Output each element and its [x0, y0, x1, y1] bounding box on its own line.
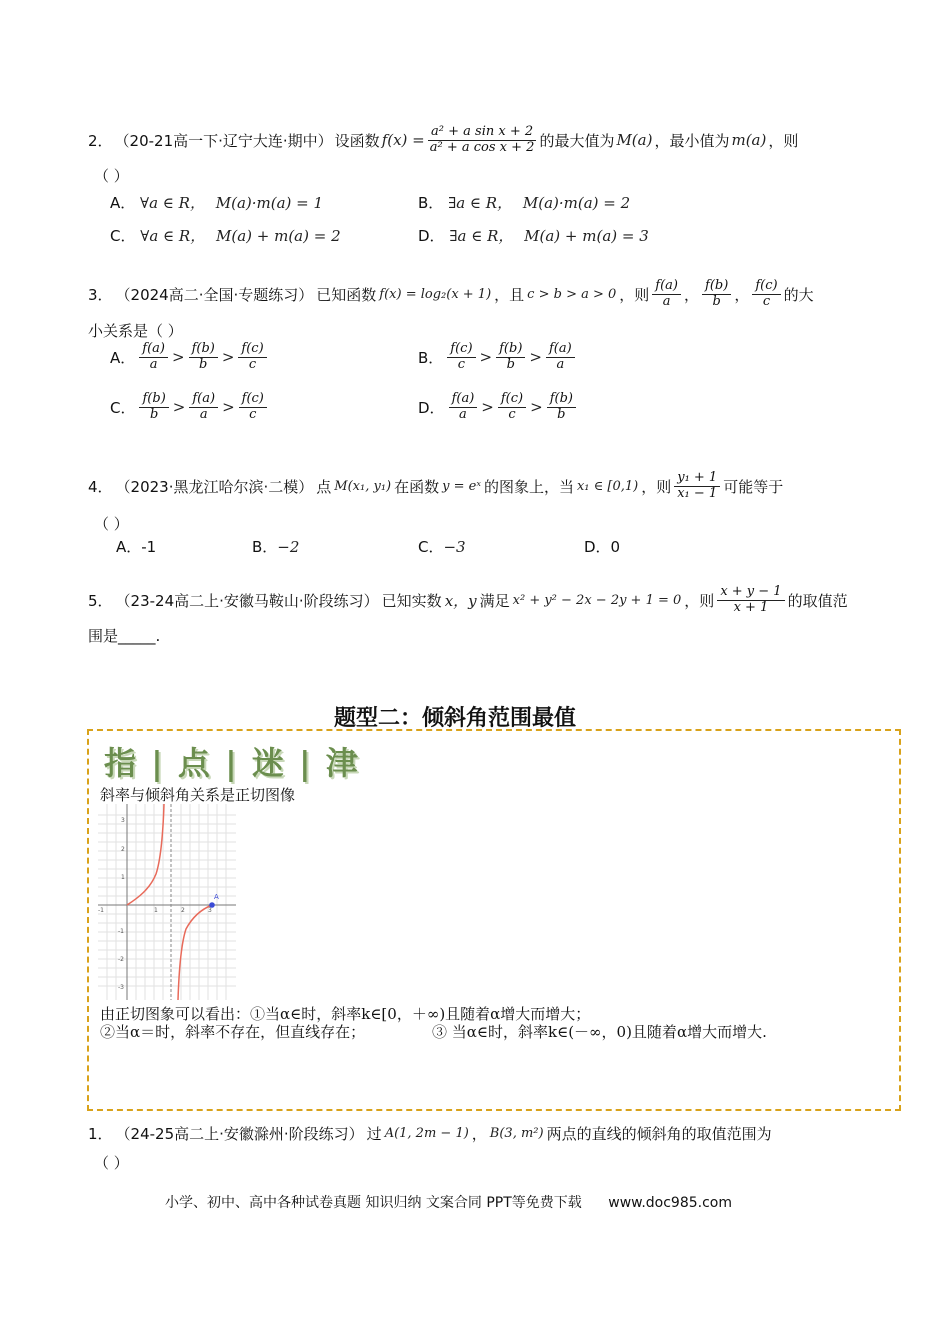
q3-b-gt1: >: [479, 348, 493, 367]
q3-frac-a: [652, 279, 681, 310]
q1-point-a: A(1, 2m − 1): [384, 1125, 469, 1141]
q2-option-b-quant: ∃a ∈ R，: [448, 194, 513, 212]
q3-a-f1: [139, 342, 168, 373]
q4-numerator: y₁ + 1: [674, 471, 720, 487]
q3-frac-c-num: f(c): [752, 279, 780, 295]
q4-fraction: [674, 471, 720, 502]
q3-b-f3-den: a: [556, 356, 565, 372]
q3-option-a[interactable]: [110, 342, 267, 373]
q5-fraction: [717, 585, 784, 616]
q2-paren: （ ）: [94, 167, 129, 185]
q3-b-f1: [447, 342, 475, 373]
q5-text-mid2: ，则: [684, 591, 715, 610]
q1-text-end: 两点的直线的倾斜角的取值范围为: [546, 1124, 772, 1143]
q5-line1: [88, 580, 848, 620]
q4-text-end: 可能等于: [723, 477, 784, 496]
q2-option-b[interactable]: [418, 192, 630, 213]
q1-paren: （ ）: [94, 1154, 129, 1172]
q1-number: 1．: [88, 1124, 113, 1143]
q3-frac-b-den: b: [712, 293, 721, 309]
q2-numerator: a² + a sin x + 2: [428, 125, 536, 141]
q4-option-a[interactable]: A．-1: [116, 538, 157, 556]
q3-d-f2-num: f(c): [498, 392, 526, 408]
q3-frac-b-num: f(b): [702, 279, 731, 295]
tangent-graph: [98, 804, 236, 1000]
q2-option-c-label: C．: [110, 227, 136, 245]
q3-line1: [88, 272, 814, 316]
q3-c-gt1: >: [172, 398, 186, 417]
x-tick-1: 1: [154, 907, 158, 914]
q3-d-f3: [547, 392, 576, 423]
q4-source: （2023·黑龙江哈尔滨·二模）: [115, 477, 314, 496]
tip-line2: 由正切图象可以看出：①当α∈时，斜率k∈[0，＋∞)且随着α增大而增大；: [100, 1005, 591, 1023]
footer-url[interactable]: www.doc985.com: [608, 1195, 732, 1211]
q2-source: （20-21高一下·辽宁大连·期中）: [114, 131, 333, 150]
q5-text-pre: 已知实数: [381, 591, 442, 610]
q2-option-d-value: M(a) + m(a) = 3: [524, 227, 649, 245]
q4-option-d[interactable]: D．0: [584, 538, 621, 556]
q2-number: 2．: [88, 131, 113, 150]
q3-c-f1: [139, 392, 168, 423]
q2-text-end: ，则: [768, 131, 799, 150]
q3-text-pre: 已知函数: [316, 285, 377, 304]
q3-b-f3: [546, 342, 575, 373]
q3-c-f3: [239, 392, 267, 423]
q3-a-gt1: >: [171, 348, 185, 367]
q4-option-c-value: −3: [443, 538, 466, 556]
q4-line1: [88, 466, 783, 506]
q1-line1: [88, 1118, 772, 1148]
q3-d-f1-num: f(a): [449, 392, 478, 408]
q2-min: m(a): [731, 131, 767, 149]
q2-option-a-value: M(a)·m(a) = 1: [215, 194, 324, 212]
q4-paren: （ ）: [94, 515, 129, 533]
section-title: 题型二：倾斜角范围最值: [334, 706, 577, 731]
q3-c-f2: [189, 392, 218, 423]
y-tick-3: 3: [121, 817, 125, 824]
q4-point: M(x₁, y₁): [334, 478, 392, 494]
q3-a-gt2: >: [221, 348, 235, 367]
q3-frac-c: [752, 279, 780, 310]
q3-b-f2-den: b: [506, 356, 515, 372]
q3-number: 3．: [88, 285, 113, 304]
q3-option-a-label: A．: [110, 348, 136, 367]
q5-vars: x，y: [444, 591, 477, 610]
q5-text-end: 的取值范: [787, 591, 848, 610]
q3-a-f3-num: f(c): [238, 342, 266, 358]
q3-b-f2: [496, 342, 525, 373]
q3-a-f1-num: f(a): [139, 342, 168, 358]
q3-line2: 小关系是（ ）: [88, 322, 183, 340]
q3-option-d-label: D．: [418, 398, 445, 417]
tip-line1: 斜率与倾斜角关系是正切图像: [100, 786, 296, 804]
q2-option-d-label: D．: [418, 227, 445, 245]
y-tick-neg1: -1: [118, 928, 124, 935]
q2-fraction: [427, 125, 538, 156]
q3-frac-a-den: a: [662, 293, 671, 309]
q2-line1: [88, 120, 798, 160]
q2-text-mid: 的最大值为: [539, 131, 615, 150]
footer-text: 小学、初中、高中各种试卷真题 知识归纳 文案合同 PPT等免费下载: [165, 1195, 582, 1211]
q4-text-mid3: ，则: [641, 477, 672, 496]
q2-option-a-label: A．: [110, 194, 136, 212]
q2-text-mid2: ，最小值为: [654, 131, 730, 150]
q3-condition: c > b > a > 0: [527, 286, 617, 302]
q1-comma: ，: [471, 1124, 487, 1143]
q3-c-f2-num: f(a): [189, 392, 218, 408]
q2-option-a[interactable]: [110, 192, 323, 213]
q3-b-f3-num: f(a): [546, 342, 575, 358]
q2-denominator: a² + a cos x + 2: [429, 139, 535, 155]
q3-frac-a-num: f(a): [652, 279, 681, 295]
q3-d-gt2: >: [530, 398, 543, 417]
q3-b-f2-num: f(b): [496, 342, 525, 358]
q3-c-f3-den: c: [249, 406, 257, 422]
q2-max: M(a): [616, 131, 653, 149]
q4-option-c-label: C．: [418, 538, 444, 556]
y-tick-1: 1: [121, 874, 125, 881]
q3-option-d[interactable]: [418, 392, 576, 423]
tip-banner: 指 | 点 | 迷 | 津: [104, 744, 360, 782]
q4-option-b-value: −2: [277, 538, 300, 556]
q5-equation: x² + y² − 2x − 2y + 1 = 0: [512, 592, 682, 608]
q3-source: （2024高二·全国·专题练习）: [115, 285, 314, 304]
y-tick-neg3: -3: [118, 984, 124, 991]
q3-b-gt2: >: [529, 348, 542, 367]
q3-comma-1: ，: [684, 285, 700, 304]
q3-c-f1-den: b: [149, 406, 159, 422]
q5-line2: [88, 625, 160, 646]
tip-line3a: ②当α＝时，斜率不存在，但直线存在；: [100, 1023, 366, 1041]
y-tick-neg2: -2: [118, 956, 124, 963]
q3-option-c-label: C．: [110, 398, 136, 417]
q3-c-f3-num: f(c): [239, 392, 267, 408]
q3-function: f(x) = log₂(x + 1): [379, 286, 492, 302]
x-tick-2: 2: [181, 907, 185, 914]
q3-frac-c-den: c: [762, 293, 771, 309]
q3-d-f1-den: a: [459, 406, 467, 422]
q3-comma-2: ，: [734, 285, 750, 304]
q2-option-b-label: B．: [418, 194, 444, 212]
point-a-label: A: [214, 893, 219, 901]
q3-text-mid2: ，则: [619, 285, 650, 304]
q2-option-c-quant: ∀a ∈ R，: [140, 227, 206, 245]
q2-option-c-value: M(a) + m(a) = 2: [215, 227, 341, 245]
q4-number: 4．: [88, 477, 113, 496]
q4-cond: x₁ ∈ [0,1): [576, 478, 639, 494]
q3-a-f2-num: f(b): [189, 342, 218, 358]
q5-numerator: x + y − 1: [717, 585, 784, 601]
q1-point-b: B(3, m²): [489, 1125, 544, 1141]
q3-text-end: 的大: [783, 285, 814, 304]
q4-option-b[interactable]: [252, 536, 299, 557]
q3-b-f1-num: f(c): [447, 342, 475, 358]
q3-d-gt1: >: [481, 398, 494, 417]
q2-option-c[interactable]: [110, 225, 341, 246]
y-tick-2: 2: [121, 846, 125, 853]
q1-text-pre: 过: [366, 1124, 382, 1143]
q3-d-f3-den: b: [557, 406, 566, 422]
q5-denominator: x + 1: [733, 599, 769, 615]
tip-line3b: ③ 当α∈时，斜率k∈(－∞，0)且随着α增大而增大.: [432, 1023, 767, 1041]
q4-text-mid2: 的图象上，当: [483, 477, 574, 496]
q2-option-d-quant: ∃a ∈ R，: [449, 227, 514, 245]
q3-frac-b: [702, 279, 731, 310]
q3-c-f2-den: a: [199, 406, 208, 422]
q3-d-f2: [498, 392, 526, 423]
q5-answer-blank[interactable]: _____: [118, 627, 156, 645]
q5-text-mid: 满足: [479, 591, 510, 610]
q3-a-f3-den: c: [248, 356, 257, 372]
q3-a-f3: [238, 342, 266, 373]
q3-d-f3-num: f(b): [547, 392, 576, 408]
graph-grid: [98, 804, 236, 1000]
q3-c-gt2: >: [222, 398, 235, 417]
q1-source: （24-25高二上·安徽滁州·阶段练习）: [115, 1124, 364, 1143]
q3-option-b[interactable]: [418, 342, 575, 373]
q4-func: y = eˣ: [442, 478, 481, 494]
q2-function: f(x) =: [381, 131, 425, 149]
q5-period: .: [155, 627, 161, 645]
footer: [165, 1192, 732, 1212]
x-tick-3: 3: [208, 907, 212, 914]
q3-option-c[interactable]: [110, 392, 267, 423]
q3-b-f1-den: c: [457, 356, 466, 372]
q3-a-f2: [189, 342, 218, 373]
q2-option-d[interactable]: [418, 225, 649, 246]
q3-d-f1: [449, 392, 478, 423]
q5-line2-text: 围是: [88, 627, 119, 645]
q3-text-mid: ，且: [494, 285, 525, 304]
q2-text-pre: 设函数: [334, 131, 380, 150]
q4-option-c[interactable]: [418, 536, 466, 557]
q5-number: 5．: [88, 591, 113, 610]
q3-d-f2-den: c: [508, 406, 516, 422]
q2-option-a-quant: ∀a ∈ R，: [140, 194, 205, 212]
q3-a-f2-den: b: [199, 356, 208, 372]
x-tick-neg1: -1: [98, 907, 104, 914]
q3-a-f1-den: a: [149, 356, 158, 372]
q4-option-b-label: B．: [252, 538, 278, 556]
q5-source: （23-24高二上·安徽马鞍山·阶段练习）: [115, 591, 379, 610]
q4-text-pre: 点: [316, 477, 332, 496]
q4-denominator: x₁ − 1: [677, 485, 718, 501]
q3-option-b-label: B．: [418, 348, 444, 367]
q2-option-b-value: M(a)·m(a) = 2: [522, 194, 631, 212]
q4-text-mid: 在函数: [394, 477, 440, 496]
q3-c-f1-num: f(b): [139, 392, 168, 408]
